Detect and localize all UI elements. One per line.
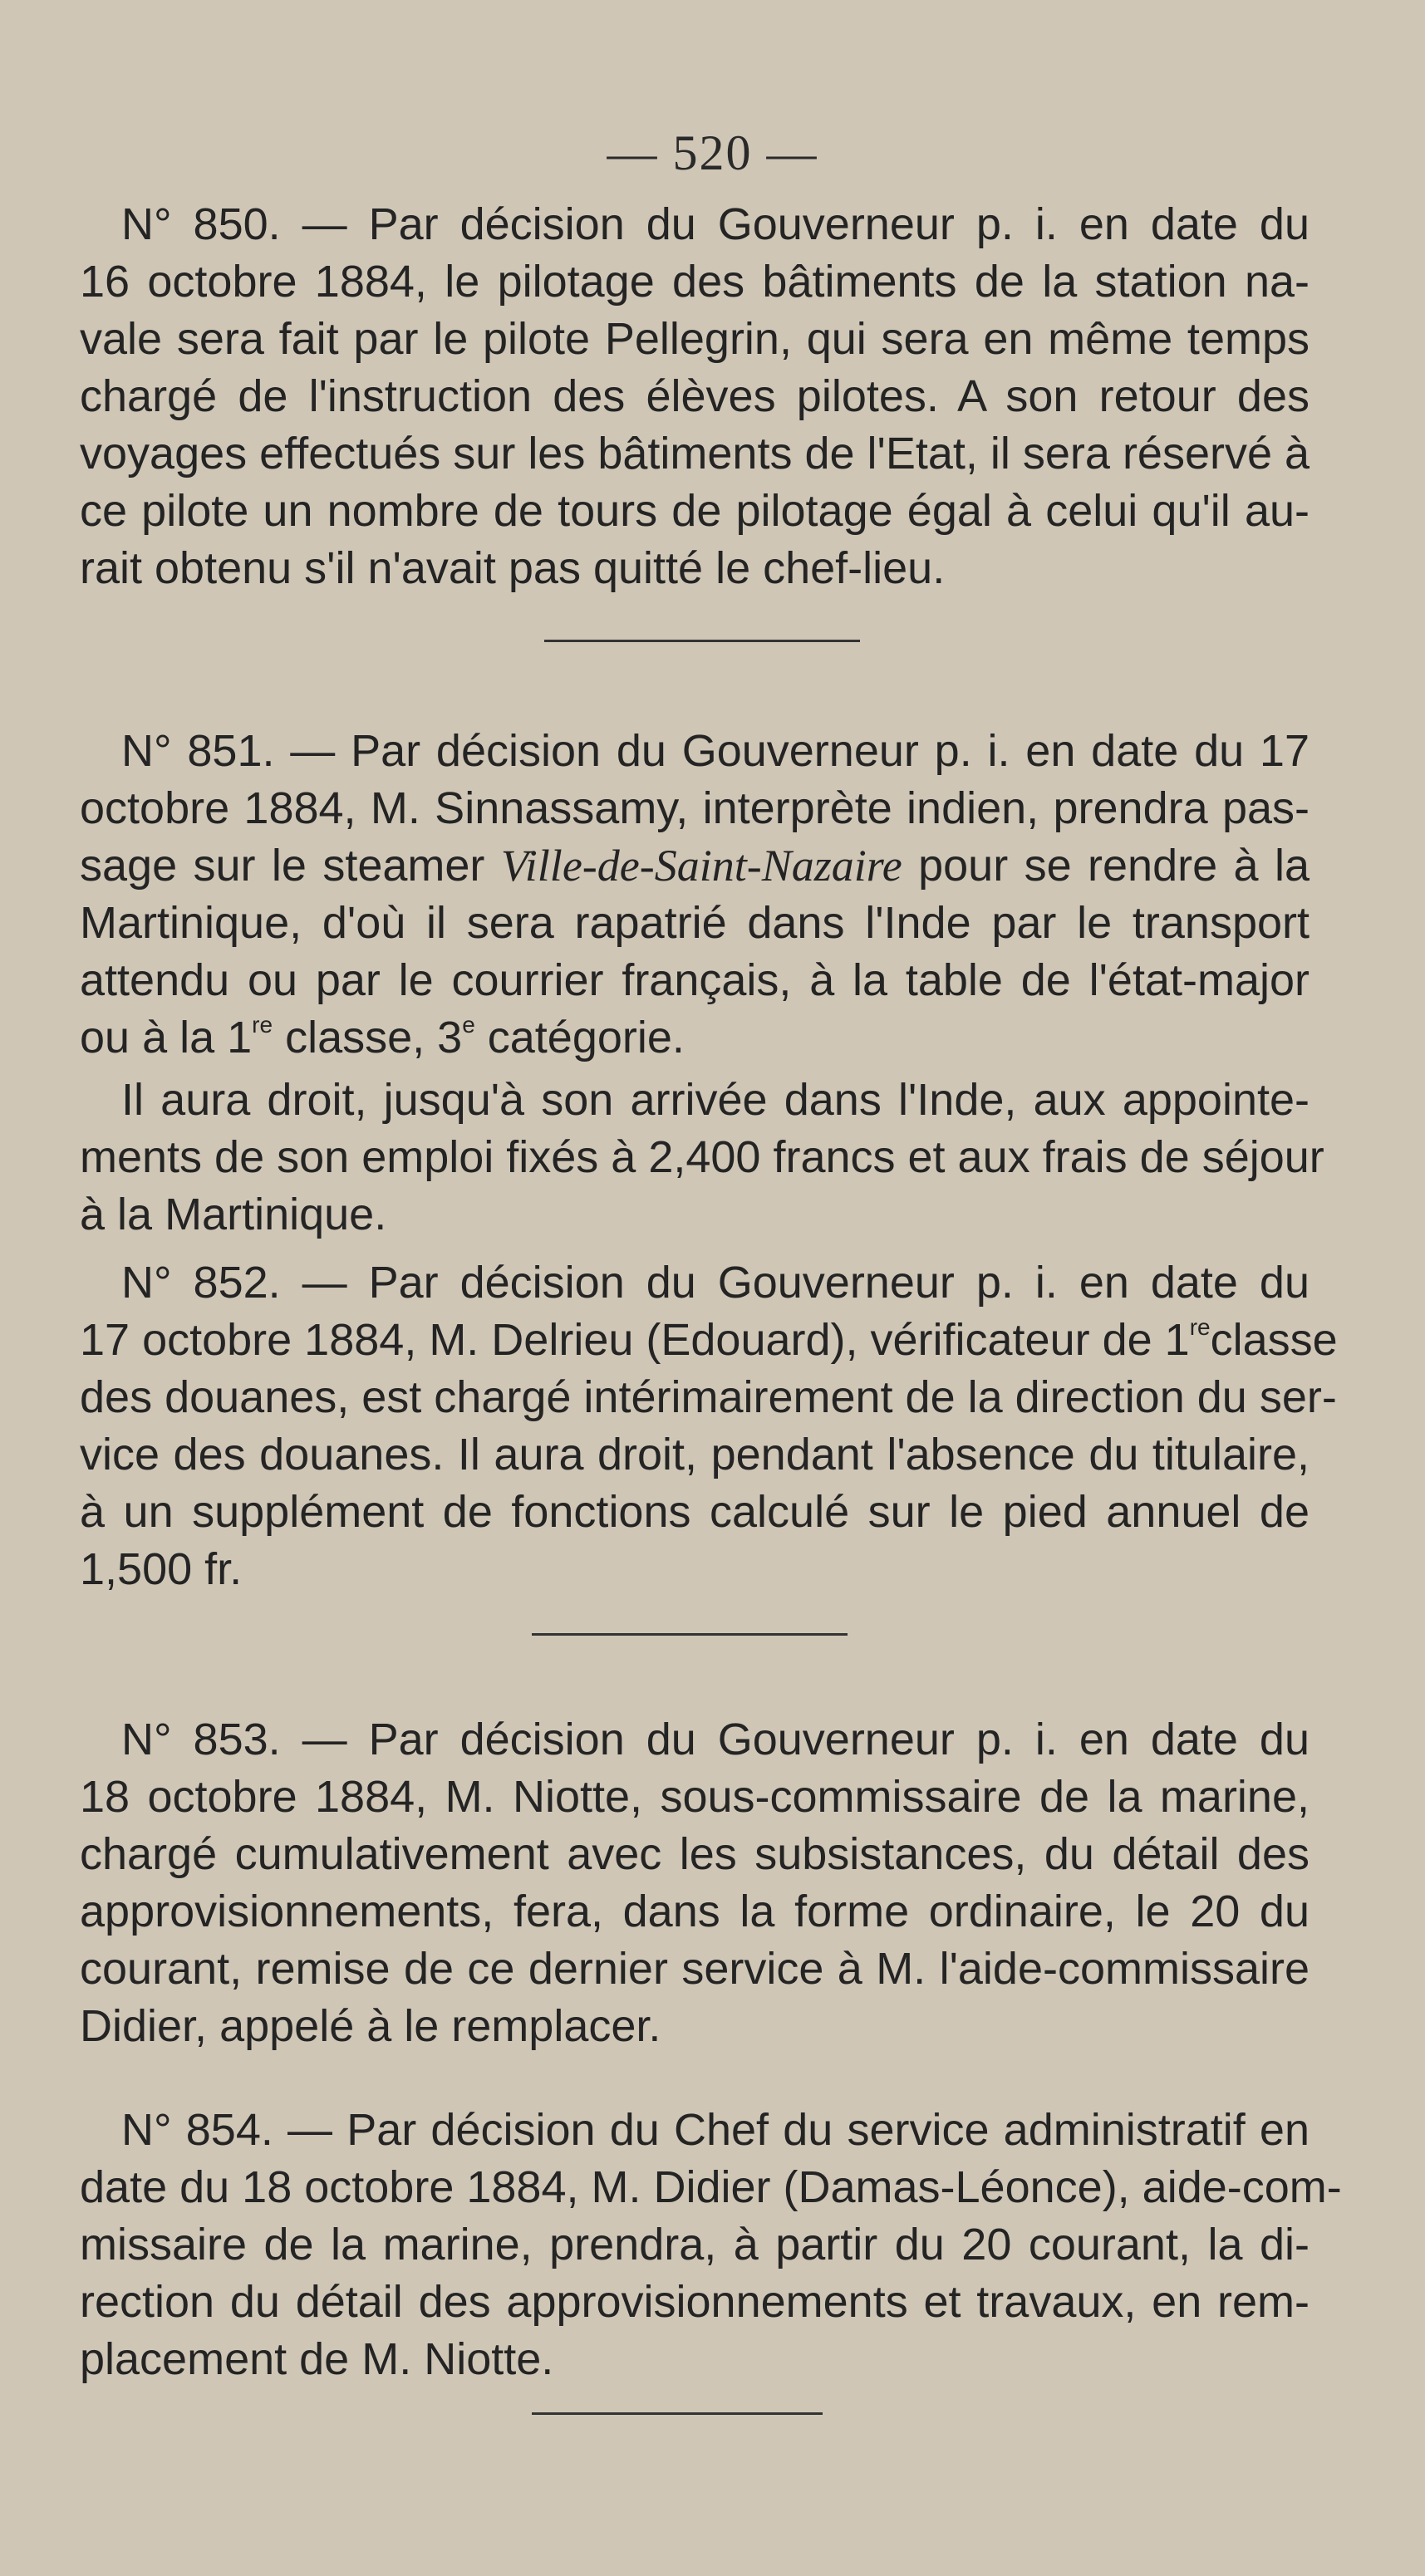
text-line: chargé cumulativement avec les subsistances, du détail des [80, 1829, 1310, 1879]
text-line: placement de M. Niotte. [80, 2334, 554, 2384]
text-line: approvisionnements, fera, dans la forme ordinaire, le 20 du [80, 1887, 1310, 1936]
text-line: ments de son emploi fixés à 2,400 francs et aux frais de séjour [80, 1132, 1324, 1182]
separator-rule [544, 640, 860, 642]
text-segment: ou à la 1 [80, 1013, 253, 1062]
text-line: vale sera fait par le pilote Pellegrin, qui sera en même temps [80, 314, 1310, 364]
text-line: N° 854. — Par décision du Chef du service administratif en [121, 2105, 1310, 2155]
text-line: ce pilote un nombre de tours de pilotage égal à celui qu'il au- [80, 486, 1310, 536]
text-line: rait obtenu s'il n'avait pas quitté le chef-lieu. [80, 543, 946, 593]
text-line [80, 1009, 1310, 1067]
ship-name: Ville-de-Saint-Nazaire [500, 841, 902, 891]
superscript: e [462, 1012, 475, 1038]
text-line: missaire de la marine, prendra, à partir du 20 courant, la di- [80, 2220, 1310, 2269]
page-number: — 520 — [607, 125, 818, 180]
entry-854 [80, 2102, 1342, 2388]
text-segment: pour se rendre à la [902, 841, 1310, 891]
text-line: Didier, appelé à le remplacer. [80, 2001, 661, 2051]
entry-851 [80, 723, 1310, 1067]
text-line [80, 1312, 1338, 1369]
text-line: N° 853. — Par décision du Gouverneur p. i. en date du [121, 1715, 1310, 1764]
text-segment: catégorie. [474, 1013, 685, 1062]
text-line: rection du détail des approvisionnements et travaux, en rem- [80, 2277, 1310, 2327]
text-line: Martinique, d'où il sera rapatrié dans l'Inde par le transport [80, 898, 1310, 948]
entry-850 [80, 196, 1310, 597]
text-line [80, 837, 1310, 895]
text-line: voyages effectués sur les bâtiments de l'Etat, il sera réservé à [80, 429, 1310, 478]
text-segment: sage sur le steamer [80, 841, 501, 891]
text-line: 18 octobre 1884, M. Niotte, sous-commissaire de la marine, [80, 1772, 1310, 1822]
text-segment: classe, 3 [273, 1013, 463, 1062]
text-line: 16 octobre 1884, le pilotage des bâtiments de la station na- [80, 257, 1310, 307]
superscript: re [1189, 1314, 1211, 1340]
text-segment: classe [1210, 1315, 1338, 1365]
text-line: courant, remise de ce dernier service à M. l'aide-commissaire [80, 1944, 1310, 1994]
text-segment: 17 octobre 1884, M. Delrieu (Edouard), vérificateur de 1 [80, 1315, 1190, 1365]
text-line: à un supplément de fonctions calculé sur le pied annuel de [80, 1487, 1310, 1537]
text-line: Il aura droit, jusqu'à son arrivée dans l'Inde, aux appointe- [121, 1075, 1310, 1125]
entry-851-paragraph-2 [80, 1072, 1324, 1244]
entry-852 [80, 1254, 1338, 1598]
separator-rule [532, 1633, 848, 1636]
separator-rule [532, 2412, 823, 2415]
text-line: octobre 1884, M. Sinnassamy, interprète indien, prendra pas- [80, 783, 1310, 833]
text-line: vice des douanes. Il aura droit, pendant l'absence du titulaire, [80, 1430, 1310, 1479]
superscript: re [252, 1012, 273, 1038]
text-line: attendu ou par le courrier français, à la table de l'état-major [80, 955, 1310, 1005]
text-line: N° 850. — Par décision du Gouverneur p. i. en date du [121, 199, 1310, 249]
text-line: date du 18 octobre 1884, M. Didier (Damas-Léonce), aide-com- [80, 2162, 1342, 2212]
text-line: N° 851. — Par décision du Gouverneur p. i. en date du 17 [121, 726, 1310, 776]
text-line: à la Martinique. [80, 1190, 387, 1239]
text-line: chargé de l'instruction des élèves pilotes. A son retour des [80, 371, 1310, 421]
text-line: des douanes, est chargé intérimairement de la direction du ser- [80, 1372, 1337, 1422]
entry-853 [80, 1711, 1310, 2055]
text-line: 1,500 fr. [80, 1544, 243, 1594]
text-line: N° 852. — Par décision du Gouverneur p. i. en date du [121, 1258, 1310, 1308]
